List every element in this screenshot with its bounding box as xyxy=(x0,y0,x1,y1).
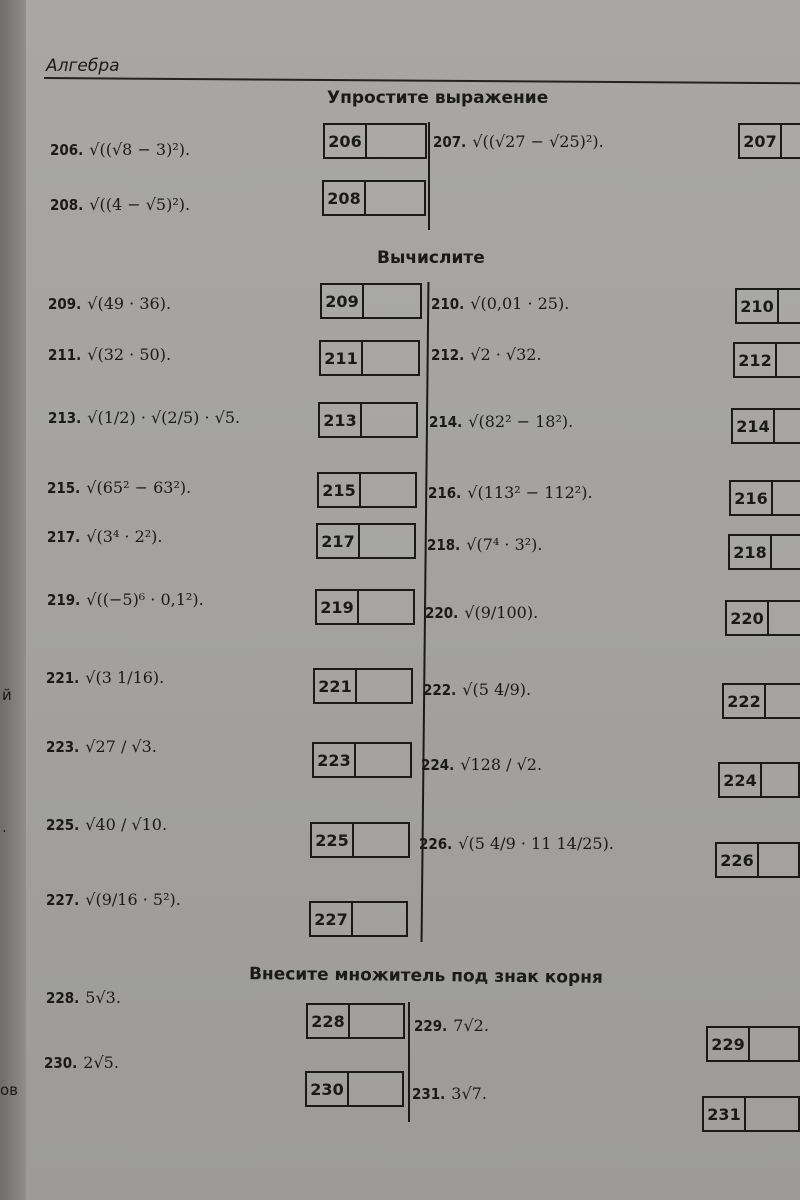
problem-expression: √(7⁴ · 3²). xyxy=(466,535,543,554)
problem-211 xyxy=(48,345,171,364)
answer-field[interactable] xyxy=(353,903,406,935)
answer-box-231[interactable] xyxy=(702,1096,800,1132)
problem-number: 229. xyxy=(414,1016,448,1035)
answer-box-206[interactable] xyxy=(323,123,427,159)
problem-229 xyxy=(414,1016,489,1035)
problem-expression: √128 / √2. xyxy=(460,755,543,774)
problem-expression: 3√7. xyxy=(451,1084,487,1103)
answer-box-label: 228 xyxy=(308,1005,350,1037)
facing-page-fragment: й xyxy=(2,686,12,704)
problem-number: 227. xyxy=(46,890,80,909)
problem-expression: √((√8 − 3)²). xyxy=(89,140,191,159)
problem-number: 226. xyxy=(419,834,453,853)
answer-box-label: 208 xyxy=(324,182,366,214)
problem-expression: √(65² − 63²). xyxy=(86,478,192,497)
problem-number: 223. xyxy=(46,737,80,756)
problem-number: 208. xyxy=(50,195,84,214)
answer-box-224[interactable] xyxy=(718,762,800,798)
answer-field[interactable] xyxy=(772,536,800,568)
answer-field[interactable] xyxy=(782,125,800,157)
answer-box-label: 230 xyxy=(307,1073,349,1105)
problem-expression: √(3⁴ · 2²). xyxy=(86,527,163,546)
answer-field[interactable] xyxy=(750,1028,798,1060)
answer-box-label: 225 xyxy=(312,824,354,856)
answer-box-label: 216 xyxy=(731,482,773,514)
answer-field[interactable] xyxy=(350,1005,403,1037)
answer-field[interactable] xyxy=(357,670,411,702)
problem-206 xyxy=(50,140,190,159)
problem-217 xyxy=(47,527,163,546)
problem-number: 217. xyxy=(47,527,81,546)
problem-expression: √27 / √3. xyxy=(85,737,157,756)
answer-box-229[interactable] xyxy=(706,1026,800,1062)
problem-number: 228. xyxy=(46,988,80,1007)
page-header-title: Алгебра xyxy=(46,56,120,76)
answer-box-label: 231 xyxy=(704,1098,746,1130)
answer-box-209[interactable] xyxy=(320,283,422,319)
answer-box-218[interactable] xyxy=(728,534,800,570)
answer-box-label: 219 xyxy=(317,591,359,623)
problem-expression: 5√3. xyxy=(85,988,121,1007)
problem-expression: √((√27 − √25)²). xyxy=(472,132,604,151)
problem-230 xyxy=(44,1053,119,1072)
column-divider xyxy=(408,1002,410,1122)
problem-220 xyxy=(425,603,538,622)
section-title-simplify: Упростите выражение xyxy=(327,88,549,108)
problem-number: 213. xyxy=(48,408,82,427)
problem-number: 207. xyxy=(433,132,467,151)
answer-box-label: 206 xyxy=(325,125,367,157)
problem-number: 231. xyxy=(412,1084,446,1103)
problem-number: 206. xyxy=(50,140,84,159)
answer-box-216[interactable] xyxy=(729,480,800,516)
answer-box-label: 218 xyxy=(730,536,772,568)
answer-field[interactable] xyxy=(777,344,800,376)
answer-box-228[interactable] xyxy=(306,1003,405,1039)
answer-box-label: 213 xyxy=(320,404,362,436)
answer-box-label: 222 xyxy=(724,685,766,717)
answer-box-label: 227 xyxy=(311,903,353,935)
problem-number: 209. xyxy=(48,294,82,313)
problem-expression: √(9/16 · 5²). xyxy=(85,890,181,909)
answer-box-223[interactable] xyxy=(312,742,412,778)
answer-field[interactable] xyxy=(360,525,414,557)
section-title-factor-in: Внесите множитель под знак корня xyxy=(248,964,603,988)
problem-225 xyxy=(46,815,167,834)
problem-number: 211. xyxy=(48,345,82,364)
book-spine-shadow xyxy=(0,0,26,1200)
facing-page-fragment: . xyxy=(2,818,7,836)
answer-box-label: 221 xyxy=(315,670,357,702)
answer-box-213[interactable] xyxy=(318,402,418,438)
problem-219 xyxy=(47,590,204,609)
problem-231 xyxy=(412,1084,487,1103)
answer-field[interactable] xyxy=(366,182,424,214)
problem-216 xyxy=(428,483,593,502)
problem-224 xyxy=(421,755,542,774)
problem-expression: √(9/100). xyxy=(464,603,539,622)
section-title-compute: Вычислите xyxy=(377,248,485,268)
answer-box-215[interactable] xyxy=(317,472,417,508)
answer-box-207[interactable] xyxy=(738,123,800,159)
answer-box-225[interactable] xyxy=(310,822,410,858)
answer-box-227[interactable] xyxy=(309,901,408,937)
problem-number: 222. xyxy=(423,680,457,699)
answer-box-label: 212 xyxy=(735,344,777,376)
problem-218 xyxy=(427,535,543,554)
answer-field[interactable] xyxy=(354,824,408,856)
problem-expression: √((−5)⁶ · 0,1²). xyxy=(86,590,204,609)
answer-field[interactable] xyxy=(766,685,800,717)
answer-box-219[interactable] xyxy=(315,589,415,625)
answer-box-222[interactable] xyxy=(722,683,800,719)
answer-field[interactable] xyxy=(746,1098,798,1130)
problem-number: 218. xyxy=(427,535,461,554)
answer-box-label: 224 xyxy=(720,764,762,796)
answer-field[interactable] xyxy=(759,844,798,876)
answer-box-label: 229 xyxy=(708,1028,750,1060)
answer-box-label: 226 xyxy=(717,844,759,876)
problem-expression: √(0,01 · 25). xyxy=(470,294,570,313)
problem-number: 214. xyxy=(429,412,463,431)
problem-number: 221. xyxy=(46,668,80,687)
answer-field[interactable] xyxy=(775,410,800,442)
answer-box-211[interactable] xyxy=(319,340,420,376)
answer-box-214[interactable] xyxy=(731,408,800,444)
facing-page-fragment: ов xyxy=(0,1081,19,1099)
problem-number: 210. xyxy=(431,294,465,313)
answer-box-label: 223 xyxy=(314,744,356,776)
answer-box-226[interactable] xyxy=(715,842,800,878)
answer-field[interactable] xyxy=(359,591,413,623)
problem-208 xyxy=(50,195,190,214)
problem-214 xyxy=(429,412,573,431)
problem-expression: √((4 − √5)²). xyxy=(89,195,191,214)
problem-209 xyxy=(48,294,171,313)
answer-field[interactable] xyxy=(769,602,800,634)
problem-215 xyxy=(47,478,191,497)
problem-expression: √(113² − 112²). xyxy=(467,483,593,502)
answer-field[interactable] xyxy=(762,764,798,796)
answer-box-label: 210 xyxy=(737,290,779,322)
answer-box-label: 214 xyxy=(733,410,775,442)
problem-expression: 7√2. xyxy=(453,1016,489,1035)
problem-221 xyxy=(46,668,164,687)
answer-box-230[interactable] xyxy=(305,1071,404,1107)
answer-box-208[interactable] xyxy=(322,180,426,216)
answer-box-label: 209 xyxy=(322,285,364,317)
problem-226 xyxy=(419,834,614,853)
answer-box-label: 207 xyxy=(740,125,782,157)
answer-box-220[interactable] xyxy=(725,600,800,636)
problem-expression: √(49 · 36). xyxy=(87,294,172,313)
answer-field[interactable] xyxy=(367,125,425,157)
problem-expression: √2 · √32. xyxy=(470,345,542,364)
problem-expression: √(32 · 50). xyxy=(87,345,172,364)
problem-expression: √(1/2) · √(2/5) · √5. xyxy=(87,408,241,427)
answer-box-210[interactable] xyxy=(735,288,800,324)
problem-228 xyxy=(46,988,121,1007)
column-divider xyxy=(428,122,430,230)
problem-213 xyxy=(48,408,240,427)
answer-box-label: 217 xyxy=(318,525,360,557)
problem-number: 216. xyxy=(428,483,462,502)
answer-field[interactable] xyxy=(361,474,415,506)
problem-227 xyxy=(46,890,181,909)
answer-field[interactable] xyxy=(356,744,410,776)
answer-field[interactable] xyxy=(779,290,800,322)
answer-box-212[interactable] xyxy=(733,342,800,378)
problem-212 xyxy=(431,345,542,364)
problem-223 xyxy=(46,737,157,756)
problem-210 xyxy=(431,294,569,313)
problem-expression: √(3 1/16). xyxy=(85,668,165,687)
problem-number: 212. xyxy=(431,345,465,364)
problem-207 xyxy=(433,132,604,151)
problem-number: 225. xyxy=(46,815,80,834)
answer-field[interactable] xyxy=(364,285,420,317)
answer-field[interactable] xyxy=(349,1073,402,1105)
problem-expression: 2√5. xyxy=(83,1053,119,1072)
answer-box-217[interactable] xyxy=(316,523,416,559)
problem-expression: √(5 4/9 · 11 14/25). xyxy=(458,834,614,853)
problem-expression: √40 / √10. xyxy=(85,815,168,834)
problem-expression: √(5 4/9). xyxy=(462,680,532,699)
problem-expression: √(82² − 18²). xyxy=(468,412,574,431)
answer-field[interactable] xyxy=(363,342,418,374)
problem-number: 230. xyxy=(44,1053,78,1072)
answer-box-label: 215 xyxy=(319,474,361,506)
answer-field[interactable] xyxy=(362,404,416,436)
problem-number: 220. xyxy=(425,603,459,622)
problem-222 xyxy=(423,680,531,699)
problem-number: 215. xyxy=(47,478,81,497)
answer-box-label: 211 xyxy=(321,342,363,374)
problem-number: 224. xyxy=(421,755,455,774)
answer-field[interactable] xyxy=(773,482,800,514)
answer-box-label: 220 xyxy=(727,602,769,634)
answer-box-221[interactable] xyxy=(313,668,413,704)
problem-number: 219. xyxy=(47,590,81,609)
